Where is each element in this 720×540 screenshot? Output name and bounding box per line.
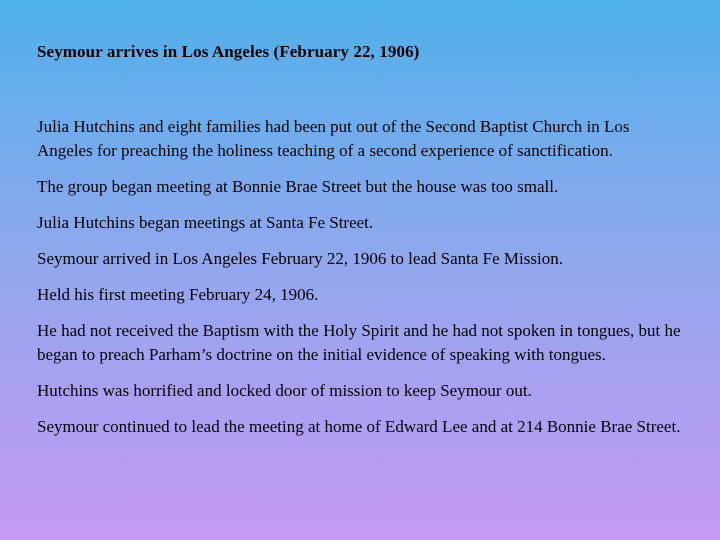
paragraph-first-meeting: Held his first meeting February 24, 1906. [37,285,319,304]
slide-body [37,115,687,439]
slide-title: Seymour arrives in Los Angeles (February 22, 1906) [37,42,420,61]
paragraph-edward-lee: Seymour continued to lead the meeting at home of Edward Lee and at 214 Bonnie Brae Street. [37,417,681,436]
paragraph-doctrine: He had not received the Baptism with the Holy Spirit and he had not spoken in tongues, but he began to preach Parham’s doctrine on the initial evidence of speaking with tongues. [37,321,681,364]
paragraph-hutchins-expelled: Julia Hutchins and eight families had been put out of the Second Baptist Church in Los Angeles for preaching the holiness teaching of a second experience of sanctification. [37,117,630,160]
paragraph-seymour-arrived: Seymour arrived in Los Angeles February 22, 1906 to lead Santa Fe Mission. [37,249,563,268]
slide-content [37,40,687,451]
paragraph-locked-out: Hutchins was horrified and locked door of mission to keep Seymour out. [37,381,532,400]
paragraph-bonnie-brae: The group began meeting at Bonnie Brae Street but the house was too small. [37,177,559,196]
paragraph-santa-fe: Julia Hutchins began meetings at Santa Fe Street. [37,213,374,232]
